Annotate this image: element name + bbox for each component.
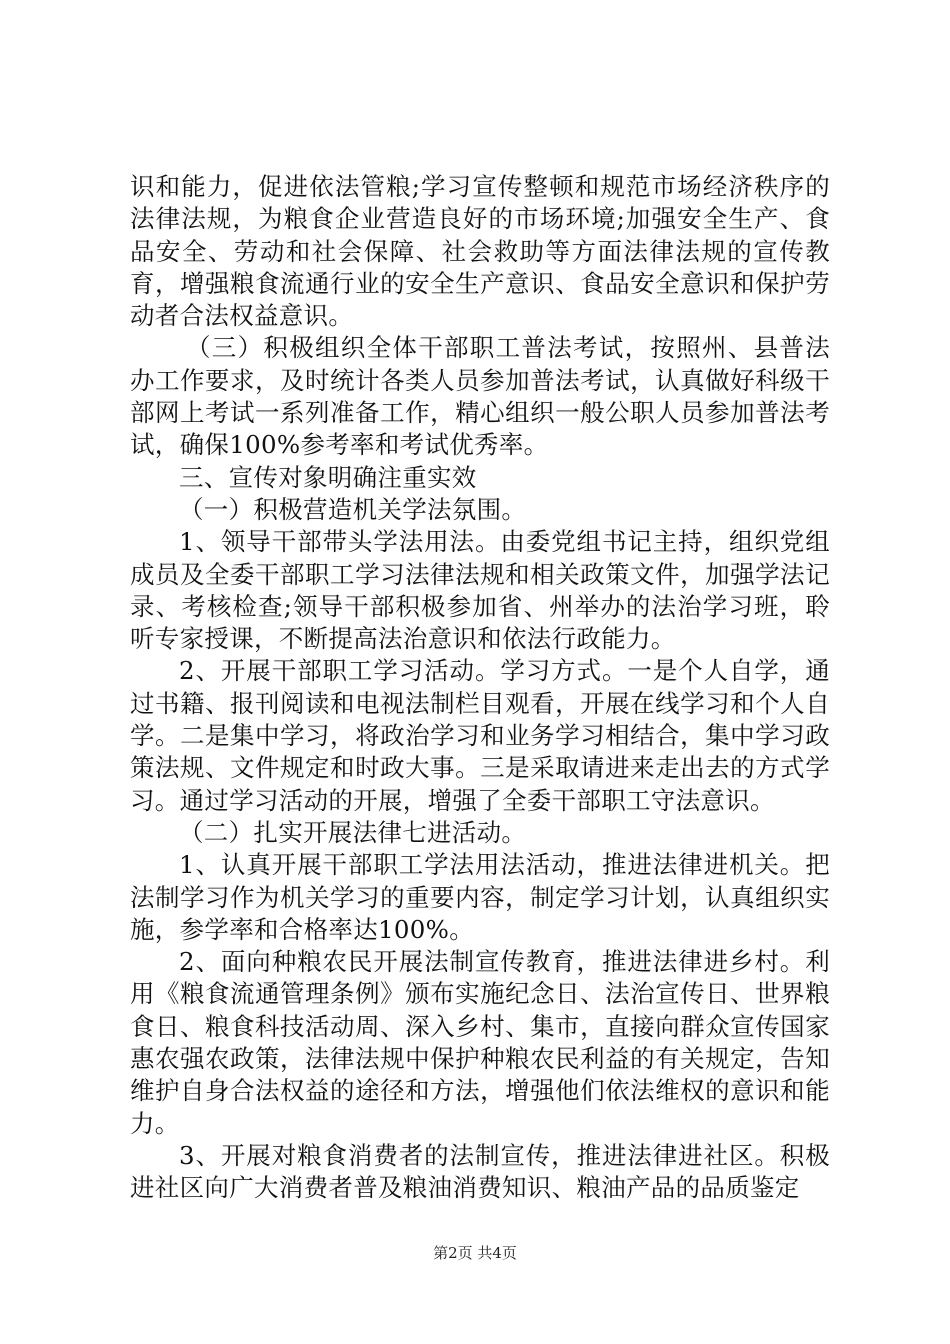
paragraph-exam-organization: （三）积极组织全体干部职工普法考试，按照州、县普法办工作要求，及时统计各类人员参加普法考试，认真做好科级干部网上考试一系列准备工作，精心组织一般公职人员参加普法考试，确保100%参考率和考试优秀率。 [130, 333, 830, 460]
page-number-footer: 第2页 共4页 [433, 1244, 517, 1262]
document-body [130, 171, 830, 1205]
subheading-two: （二）扎实开展法律七进活动。 [179, 817, 527, 847]
paragraph-staff-study: 2、开展干部职工学习活动。学习方式。一是个人自学，通过书籍、报刊阅读和电视法制栏目观看，开展在线学习和个人自学。二是集中学习，将政治学习和业务学习相结合，集中学习政策法规、文件规定和时政大事。三是采取请进来走出去的方式学习。通过学习活动的开展，增强了全委干部职工守法意识。 [130, 656, 830, 815]
subheading-one: （一）积极营造机关学法氛围。 [179, 494, 527, 524]
paragraph-leader-study: 1、领导干部带头学法用法。由委党组书记主持，组织党组成员及全委干部职工学习法律法规和相关政策文件，加强学法记录、考核检查;领导干部积极参加省、州举办的法治学习班，聆听专家授课，不断提高法治意识和依法行政能力。 [130, 527, 830, 654]
paragraph-law-into-villages: 2、面向种粮农民开展法制宣传教育，推进法律进乡村。利用《粮食流通管理条例》颁布实施纪念日、法治宣传日、世界粮食日、粮食科技活动周、深入乡村、集市，直接向群众宣传国家惠农强农政策，法律法规中保护种粮农民利益的有关规定，告知维护自身合法权益的途径和方法，增强他们依法维权的意识和能力。 [130, 947, 830, 1138]
paragraph-law-into-communities: 3、开展对粮食消费者的法制宣传，推进法律进社区。积极进社区向广大消费者普及粮油消费知识、粮油产品的品质鉴定 [130, 1140, 830, 1203]
section-heading-three: 三、宣传对象明确注重实效 [179, 462, 477, 492]
paragraph-law-into-offices: 1、认真开展干部职工学法用法活动，推进法律进机关。把法制学习作为机关学习的重要内容，制定学习计划，认真组织实施，参学率和合格率达100%。 [130, 850, 830, 944]
paragraph-continuation: 识和能力，促进依法管粮;学习宣传整顿和规范市场经济秩序的法律法规，为粮食企业营造良好的市场环境;加强安全生产、食品安全、劳动和社会保障、社会救助等方面法律法规的宣传教育，增强粮食流通行业的安全生产意识、食品安全意识和保护劳动者合法权益意识。 [130, 172, 830, 331]
